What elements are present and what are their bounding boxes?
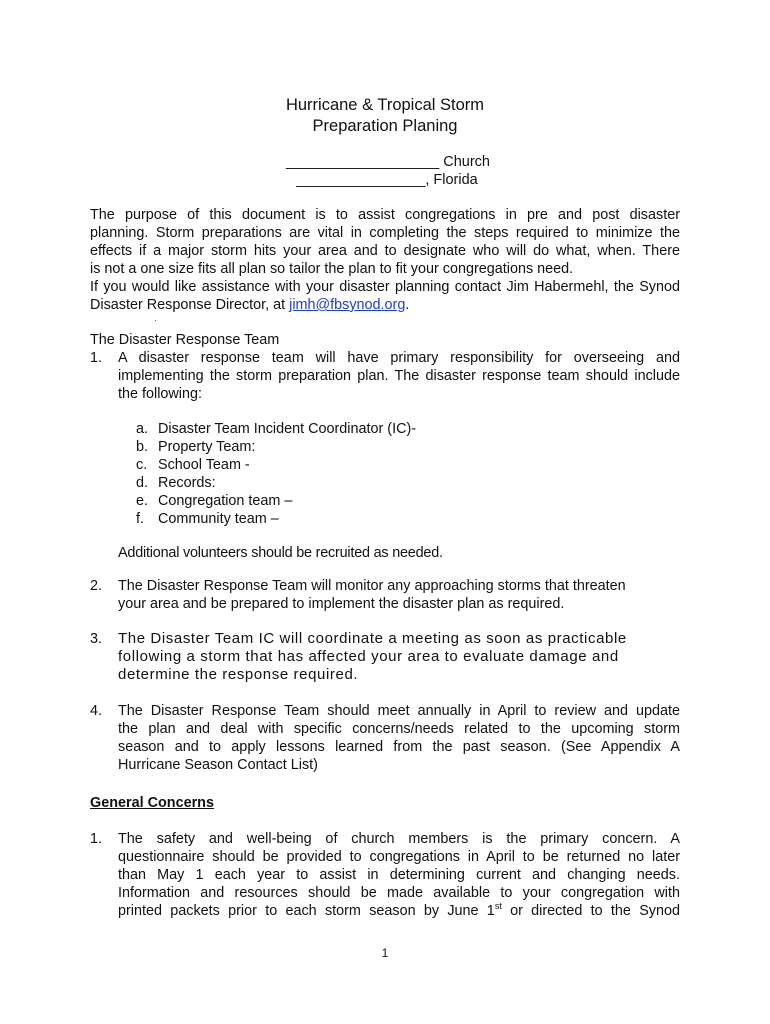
drt-item-4-line: The Disaster Response Team should meet annually in April to review and update [118, 703, 680, 719]
drt-item-4-line: season and to apply lessons learned from the past season. (See Appendix A [118, 739, 680, 755]
drt-item-2-line: The Disaster Response Team will monitor any approaching storms that threaten [118, 578, 626, 594]
drt-item-3-line: following a storm that has affected your area to evaluate damage and [118, 648, 619, 665]
document-title-line-1: Hurricane & Tropical Storm [285, 96, 485, 114]
drt-item-4 [118, 702, 680, 774]
team-list-item-incident-coordinator: Disaster Team Incident Coordinator (IC)- [158, 421, 417, 437]
general-item-1-line: The safety and well-being of church members is the primary concern. A [118, 831, 680, 847]
drt-heading: The Disaster Response Team [90, 332, 280, 348]
team-list-item-property: Property Team: [158, 439, 256, 455]
team-list-item-school: School Team - [158, 457, 250, 473]
drt-item-1-number: 1. [90, 350, 103, 366]
team-list-item-congregation: Congregation team – [158, 493, 293, 509]
intro-line: The purpose of this document is to assist congregations in pre and post disaster [90, 207, 680, 223]
team-list-letter: f. [136, 511, 144, 527]
drt-item-1-line: A disaster response team will have primary responsibility for overseeing and [118, 350, 680, 366]
email-link[interactable]: jimh@fbsynod.org [289, 297, 406, 313]
intro-line: effects if a major storm hits your area and to designate who will do what, when. There [90, 243, 680, 259]
general-item-1-line: Information and resources should be made available to your congregation with [118, 885, 680, 901]
page-number: 1 [381, 946, 389, 960]
drt-item-3-line: determine the response required. [118, 666, 359, 683]
ordinal-superscript: st [494, 901, 502, 912]
drt-item-1 [118, 349, 680, 403]
intro-contact-text: Disaster Response Director, at [90, 297, 290, 313]
general-item-1-line: than May 1 each year to assist in determining current and changing needs. [118, 867, 680, 883]
drt-item-2 [118, 577, 680, 613]
drt-item-3 [118, 630, 680, 684]
volunteers-note: Additional volunteers should be recruited as needed. [118, 545, 443, 561]
general-item-1 [118, 830, 680, 920]
team-list-letter: c. [136, 457, 148, 473]
general-item-1-line: questionnaire should be provided to congregations in April to be returned no later [118, 849, 680, 865]
stray-mark: · [154, 316, 157, 325]
team-list-letter: d. [136, 475, 149, 491]
church-name-blank: ___________________ Church [286, 154, 490, 170]
drt-item-4-line: Hurricane Season Contact List) [118, 757, 318, 773]
team-list-letter: a. [136, 421, 149, 437]
intro-period: . [405, 297, 410, 313]
drt-item-4-line: the plan and deal with specific concerns/needs related to the upcoming storm [118, 721, 680, 737]
drt-item-4-number: 4. [90, 703, 103, 719]
general-item-1-last-suffix: or directed to the Synod [501, 903, 680, 919]
intro-paragraph [90, 206, 680, 314]
general-item-1-last-line [118, 902, 680, 920]
team-list-letter: b. [136, 439, 149, 455]
drt-item-1-line: implementing the storm preparation plan. The disaster response team should include [118, 368, 680, 384]
intro-line: planning. Storm preparations are vital in completing the steps required to minimize the [90, 225, 680, 241]
document-title-line-2: Preparation Planing [312, 117, 458, 135]
intro-line: If you would like assistance with your disaster planning contact Jim Habermehl, the Synod [90, 279, 680, 295]
drt-item-3-line: The Disaster Team IC will coordinate a meeting as soon as practicable [118, 630, 627, 647]
city-florida-blank: ________________, Florida [296, 172, 478, 188]
general-item-1-last-prefix: printed packets prior to each storm season by June 1 [118, 903, 495, 919]
team-list-item-records: Records: [158, 475, 216, 491]
intro-last-line [90, 296, 680, 314]
team-list-letter: e. [136, 493, 149, 509]
general-concerns-heading: General Concerns [90, 795, 214, 811]
intro-line: is not a one size fits all plan so tailor the plan to fit your congregations need. [90, 261, 574, 277]
general-item-1-number: 1. [90, 831, 103, 847]
drt-item-3-number: 3. [90, 631, 103, 647]
drt-item-2-line: your area and be prepared to implement the disaster plan as required. [118, 596, 565, 612]
team-list-item-community: Community team – [158, 511, 279, 527]
drt-item-1-line: the following: [118, 386, 202, 402]
drt-item-2-number: 2. [90, 578, 103, 594]
